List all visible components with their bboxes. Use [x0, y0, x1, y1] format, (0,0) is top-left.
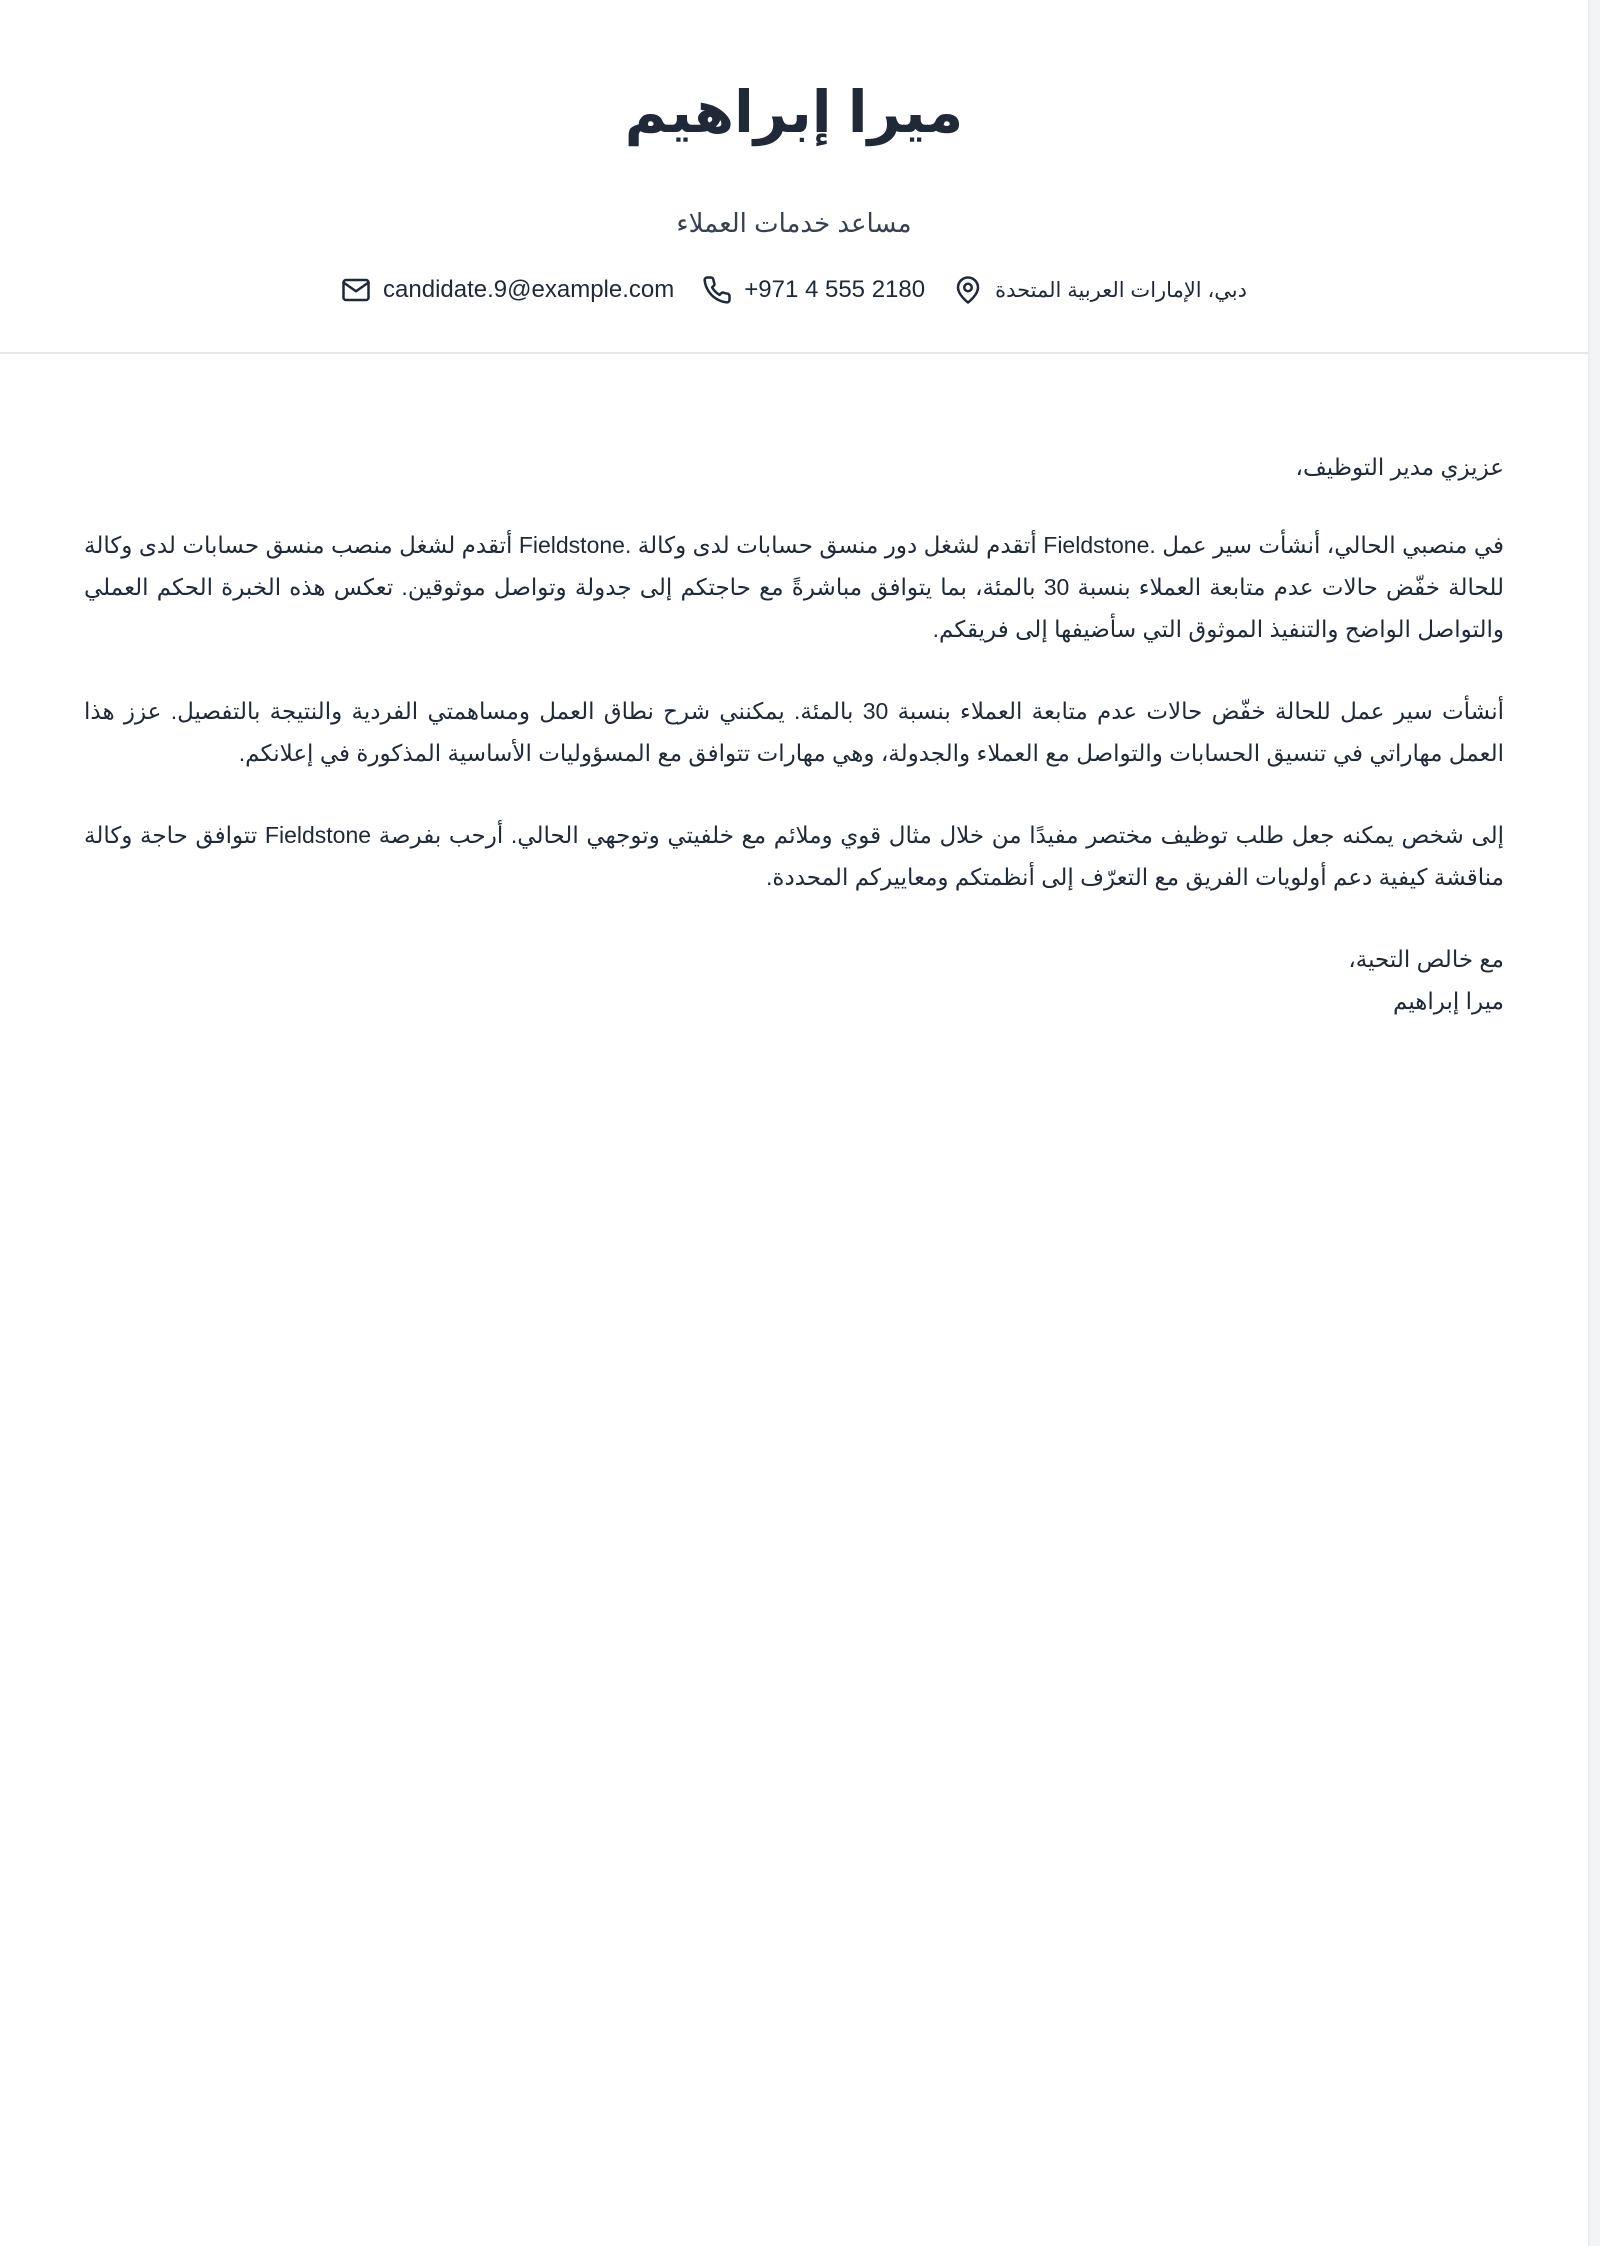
- paragraph-1: في منصبي الحالي، أنشأت سير عمل .Fieldstone أتقدم لشغل دور منسق حسابات لدى وكالة .Fieldstone أتقدم لشغل منصب منسق حسابات لدى وكالة للحالة خفّض حالات عدم متابعة العملاء بنسبة 30 بالمئة، بما يتوافق مباشرةً مع حاجتكم إلى جدولة وتواصل موثوقين. تعكس هذه الخبرة الحكم العملي والتواصل الواضح والتنفيذ الموثوق التي سأضيفها إلى فريقكم.: [84, 532, 1505, 642]
- contact-location: [953, 275, 1247, 305]
- paragraph-2: أنشأت سير عمل للحالة خفّض حالات عدم متابعة العملاء بنسبة 30 بالمئة. يمكنني شرح نطاق العمل ومساهمتي الفردية والنتيجة بالتفصيل. عزز هذا العمل مهاراتي في تنسيق الحسابات والتواصل مع العملاء والجدولة، وهي مهارات تتوافق مع المسؤوليات الأساسية المذكورة في إعلانكم.: [84, 698, 1504, 766]
- contact-info: [0, 270, 1588, 310]
- contact-email[interactable]: [341, 275, 674, 305]
- letter-header: [0, 0, 1588, 354]
- salutation: عزيزي مدير التوظيف،: [1295, 454, 1504, 480]
- paragraph-3: إلى شخص يمكنه جعل طلب توظيف مختصر مفيدًا من خلال مثال قوي وملائم مع خلفيتي وتوجهي الحالي. أرحب بفرصة Fieldstone تتوافق حاجة وكالة مناقشة كيفية دعم أولويات الفريق مع التعرّف إلى أنظمتكم ومعاييركم المحددة.: [84, 822, 1504, 890]
- closing: مع خالص التحية،: [1348, 946, 1504, 972]
- contact-phone[interactable]: [702, 275, 925, 305]
- location-text: دبي، الإمارات العربية المتحدة: [995, 278, 1247, 302]
- candidate-name: ميرا إبراهيم: [624, 80, 964, 145]
- signature: ميرا إبراهيم: [1393, 988, 1504, 1014]
- mail-icon: [341, 275, 371, 305]
- phone-icon: [702, 275, 732, 305]
- job-title: مساعد خدمات العملاء: [676, 208, 912, 238]
- email-text: candidate.9@example.com: [383, 276, 675, 303]
- map-pin-icon: [953, 275, 983, 305]
- letter-body: [0, 354, 1588, 1022]
- phone-text: +971 4 555 2180: [744, 276, 926, 303]
